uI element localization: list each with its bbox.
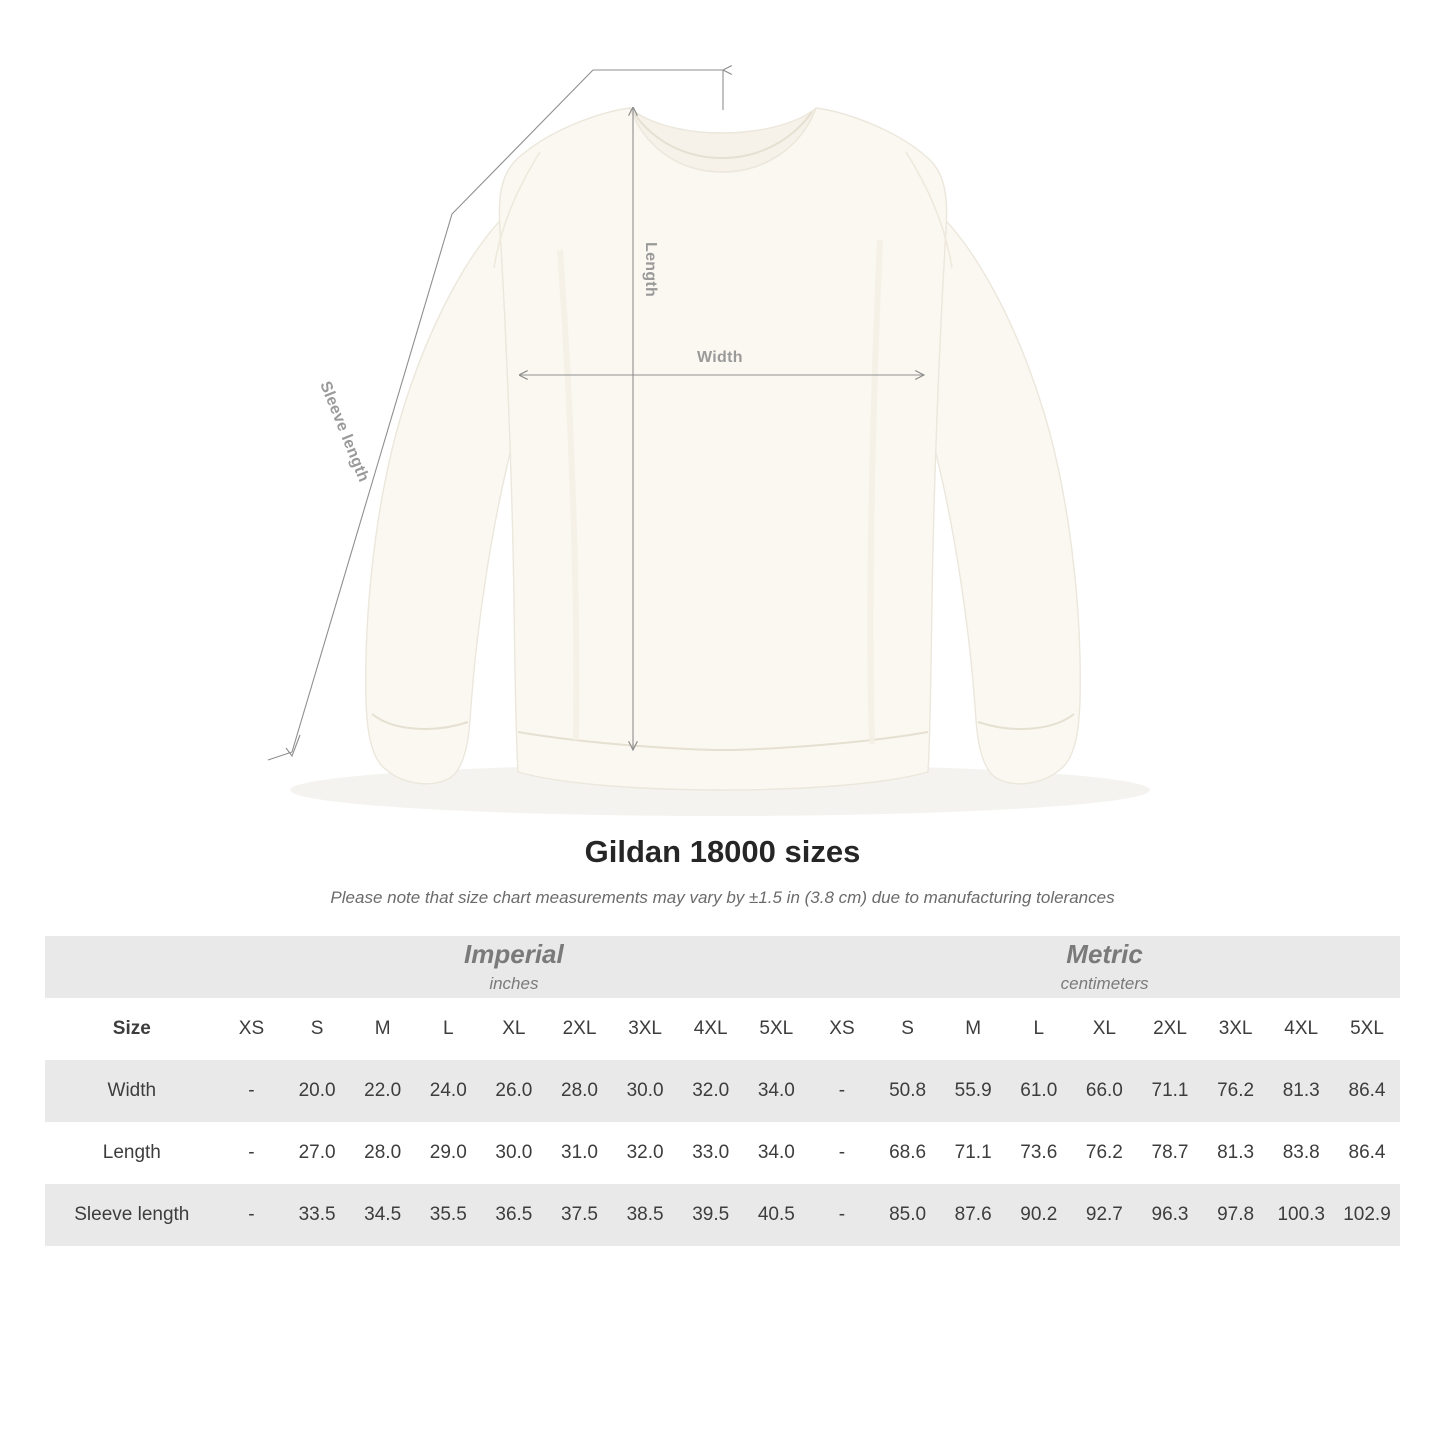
width-imperial-2xl: 28.0 <box>547 1060 613 1122</box>
sleeve-imperial-4xl: 39.5 <box>678 1184 744 1246</box>
length-metric-xs: - <box>809 1122 875 1184</box>
width-metric-m: 55.9 <box>940 1060 1006 1122</box>
size-table-wrapper <box>45 936 1400 1246</box>
length-imperial-l: 29.0 <box>415 1122 481 1184</box>
length-metric-l: 73.6 <box>1006 1122 1072 1184</box>
length-metric-m: 71.1 <box>940 1122 1006 1184</box>
sleeve-imperial-l: 35.5 <box>415 1184 481 1246</box>
length-metric-3xl: 81.3 <box>1203 1122 1269 1184</box>
header-metric-2xl: 2XL <box>1137 998 1203 1060</box>
width-imperial-l: 24.0 <box>415 1060 481 1122</box>
width-metric-s: 50.8 <box>875 1060 941 1122</box>
length-label: Length <box>642 242 659 298</box>
length-metric-4xl: 83.8 <box>1268 1122 1334 1184</box>
sleeve-metric-s: 85.0 <box>875 1184 941 1246</box>
length-metric-xl: 76.2 <box>1072 1122 1138 1184</box>
size-header-row <box>45 998 1400 1060</box>
sleeve-metric-xs: - <box>809 1184 875 1246</box>
width-imperial-3xl: 30.0 <box>612 1060 678 1122</box>
header-metric-xs: XS <box>809 998 875 1060</box>
imperial-sub: inches <box>489 973 539 993</box>
header-imperial-2xl: 2XL <box>547 998 613 1060</box>
width-imperial-xs: - <box>219 1060 285 1122</box>
sleeve-metric-4xl: 100.3 <box>1268 1184 1334 1246</box>
header-imperial-4xl: 4XL <box>678 998 744 1060</box>
width-metric-3xl: 76.2 <box>1203 1060 1269 1122</box>
sleeve-length-label: Sleeve length <box>316 379 373 485</box>
metric-sub: centimeters <box>1060 973 1149 993</box>
length-imperial-xl: 30.0 <box>481 1122 547 1184</box>
length-metric-s: 68.6 <box>875 1122 941 1184</box>
length-metric-5xl: 86.4 <box>1334 1122 1400 1184</box>
sleeve-metric-l: 90.2 <box>1006 1184 1072 1246</box>
width-imperial-s: 20.0 <box>284 1060 350 1122</box>
sleeve-metric-xl: 92.7 <box>1072 1184 1138 1246</box>
header-imperial-l: L <box>415 998 481 1060</box>
width-imperial-m: 22.0 <box>350 1060 416 1122</box>
length-imperial-s: 27.0 <box>284 1122 350 1184</box>
imperial-name: Imperial <box>464 939 564 969</box>
sleeve-imperial-3xl: 38.5 <box>612 1184 678 1246</box>
width-label: Width <box>697 349 743 366</box>
size-table <box>45 936 1400 1246</box>
header-imperial-3xl: 3XL <box>612 998 678 1060</box>
unit-header-row <box>45 936 1400 998</box>
header-imperial-s: S <box>284 998 350 1060</box>
sweatshirt-body <box>366 108 1080 790</box>
header-imperial-m: M <box>350 998 416 1060</box>
sleeve-imperial-m: 34.5 <box>350 1184 416 1246</box>
width-metric-xs: - <box>809 1060 875 1122</box>
header-metric-3xl: 3XL <box>1203 998 1269 1060</box>
width-metric-l: 61.0 <box>1006 1060 1072 1122</box>
sleeve-metric-2xl: 96.3 <box>1137 1184 1203 1246</box>
sleeve-metric-5xl: 102.9 <box>1334 1184 1400 1246</box>
length-imperial-5xl: 34.0 <box>744 1122 810 1184</box>
length-imperial-3xl: 32.0 <box>612 1122 678 1184</box>
row-label-width: Width <box>45 1060 219 1122</box>
sleeve-imperial-xs: - <box>219 1184 285 1246</box>
length-imperial-4xl: 33.0 <box>678 1122 744 1184</box>
length-metric-2xl: 78.7 <box>1137 1122 1203 1184</box>
sleeve-imperial-5xl: 40.5 <box>744 1184 810 1246</box>
length-imperial-2xl: 31.0 <box>547 1122 613 1184</box>
title-block <box>0 834 1445 908</box>
width-imperial-4xl: 32.0 <box>678 1060 744 1122</box>
row-label-length: Length <box>45 1122 219 1184</box>
length-imperial-xs: - <box>219 1122 285 1184</box>
row-label-sleeve-length: Sleeve length <box>45 1184 219 1246</box>
table-row <box>45 1184 1400 1246</box>
header-metric-s: S <box>875 998 941 1060</box>
sleeve-imperial-2xl: 37.5 <box>547 1184 613 1246</box>
header-metric-xl: XL <box>1072 998 1138 1060</box>
width-metric-4xl: 81.3 <box>1268 1060 1334 1122</box>
imperial-header <box>219 936 810 998</box>
header-metric-l: L <box>1006 998 1072 1060</box>
header-metric-5xl: 5XL <box>1334 998 1400 1060</box>
table-row <box>45 1122 1400 1184</box>
sleeve-metric-m: 87.6 <box>940 1184 1006 1246</box>
page-title: Gildan 18000 sizes <box>584 834 861 869</box>
table-row <box>45 1060 1400 1122</box>
header-size: Size <box>45 998 219 1060</box>
header-imperial-xl: XL <box>481 998 547 1060</box>
header-imperial-xs: XS <box>219 998 285 1060</box>
sleeve-metric-3xl: 97.8 <box>1203 1184 1269 1246</box>
width-imperial-xl: 26.0 <box>481 1060 547 1122</box>
width-metric-xl: 66.0 <box>1072 1060 1138 1122</box>
length-imperial-m: 28.0 <box>350 1122 416 1184</box>
header-metric-m: M <box>940 998 1006 1060</box>
metric-name: Metric <box>1066 939 1143 969</box>
header-metric-4xl: 4XL <box>1268 998 1334 1060</box>
metric-header <box>809 936 1400 998</box>
width-imperial-5xl: 34.0 <box>744 1060 810 1122</box>
sleeve-imperial-xl: 36.5 <box>481 1184 547 1246</box>
width-metric-5xl: 86.4 <box>1334 1060 1400 1122</box>
width-metric-2xl: 71.1 <box>1137 1060 1203 1122</box>
tolerance-note: Please note that size chart measurements may vary by ±1.5 in (3.8 cm) due to manufacturing tolerances <box>330 888 1115 907</box>
header-imperial-5xl: 5XL <box>744 998 810 1060</box>
sleeve-imperial-s: 33.5 <box>284 1184 350 1246</box>
unit-header-spacer <box>45 936 219 998</box>
